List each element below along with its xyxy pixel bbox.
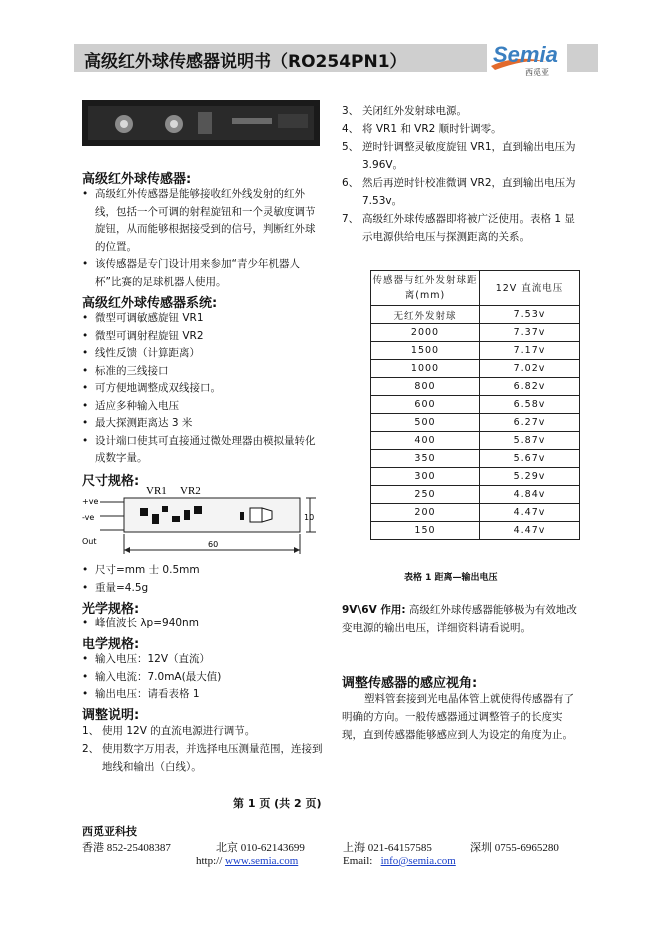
size-heading: 尺寸规格: — [82, 474, 140, 489]
system-heading: 高级红外球传感器系统: — [82, 296, 218, 311]
angle-heading: 调整传感器的感应视角: — [342, 676, 478, 691]
footer-shenzhen: 深圳 0755-6965280 — [470, 842, 559, 854]
vr1-label: VR1 — [146, 485, 167, 497]
pin-negative-label: -ve — [82, 513, 95, 522]
website-link[interactable]: www.semia.com — [225, 855, 299, 867]
voltage-cell: 7.37v — [480, 324, 580, 342]
distance-cell: 150 — [371, 522, 480, 540]
column-header: 传感器与红外发射球距离(mm) — [371, 271, 480, 306]
list-item: • 设计端口使其可直接通过微处理器由模拟量转化成数字量。 — [82, 433, 324, 468]
list-item: 3、 关闭红外发射球电源。 — [342, 105, 467, 117]
distance-cell: 600 — [371, 396, 480, 414]
list-item: • 可方便地调整成双线接口。 — [82, 380, 324, 398]
distance-cell: 无红外发射球 — [371, 306, 480, 324]
list-item: • 标准的三线接口 — [82, 363, 324, 381]
list-item: • 最大探测距离达 3 米 — [82, 415, 324, 433]
angle-paragraph: 塑料管套接到光电晶体管上就使得传感器有了明确的方向。一般传感器通过调整管子的长度实现，直到传感器能够感应到人为设定的角度为止。 — [342, 693, 574, 741]
optical-heading: 光学规格: — [82, 602, 140, 617]
system-list — [82, 310, 324, 468]
voltage-cell: 4.47v — [480, 522, 580, 540]
footer-website-row — [196, 855, 298, 867]
table-row — [371, 360, 580, 378]
list-item: • 输出电压：请看表格 1 — [82, 686, 324, 704]
voltage-cell: 4.84v — [480, 486, 580, 504]
logo-wordmark: Semia — [493, 42, 558, 67]
table-row — [371, 486, 580, 504]
table-row — [371, 306, 580, 324]
vr2-label: VR2 — [180, 485, 201, 497]
voltage-cell: 5.29v — [480, 468, 580, 486]
vv-paragraph — [342, 601, 582, 637]
list-item: 2、 使用数字万用表，并选择电压测量范围，连接到地线和输出（白线）。 — [82, 743, 323, 773]
footer-email-row — [343, 855, 456, 867]
vv-text: 高级红外球传感器能够极为有效地改变电源的输出电压，详细资料请看说明。 — [342, 604, 577, 634]
list-item: 6、 然后再逆时针校准微调 VR2，直到输出电压为 7.53v。 — [342, 177, 576, 207]
adjust-heading: 调整说明: — [82, 708, 140, 723]
intro-list — [82, 186, 324, 291]
distance-cell: 800 — [371, 378, 480, 396]
table-row — [371, 450, 580, 468]
footer-beijing: 北京 010-62143699 — [216, 842, 305, 854]
table-row — [371, 378, 580, 396]
distance-cell: 400 — [371, 432, 480, 450]
list-item: • 微型可调射程旋钮 VR2 — [82, 328, 324, 346]
list-item: 4、 将 VR1 和 VR2 顺时针调零。 — [342, 123, 502, 135]
table-row — [371, 396, 580, 414]
table-row — [371, 504, 580, 522]
list-item: • 输入电压：12V（直流） — [82, 651, 324, 669]
footer-hongkong: 香港 852-25408387 — [82, 842, 171, 854]
voltage-cell: 7.53v — [480, 306, 580, 324]
steps-list — [342, 102, 584, 246]
http-label: http:// — [196, 855, 223, 867]
voltage-cell: 5.87v — [480, 432, 580, 450]
distance-cell: 350 — [371, 450, 480, 468]
table-row — [371, 468, 580, 486]
list-item: 5、 逆时针调整灵敏度旋钮 VR1，直到输出电压为 3.96V。 — [342, 141, 576, 171]
distance-cell: 2000 — [371, 324, 480, 342]
sensor-board-image — [82, 100, 320, 146]
table-row — [371, 342, 580, 360]
voltage-cell: 5.67v — [480, 450, 580, 468]
pin-positive-label: +ve — [82, 497, 99, 506]
list-item: 1、 使用 12V 的直流电源进行调节。 — [82, 725, 256, 737]
column-header: 12V 直流电压 — [480, 271, 580, 306]
distance-voltage-table — [370, 270, 580, 540]
distance-cell: 300 — [371, 468, 480, 486]
logo-subtitle: 西觅亚 — [525, 68, 549, 77]
table-row — [371, 522, 580, 540]
document-title: 高级红外球传感器说明书（RO254PN1） — [84, 52, 407, 72]
table-header-row — [371, 271, 580, 306]
length-dimension-label: 60 — [208, 540, 219, 549]
electrical-list — [82, 651, 324, 704]
table-row — [371, 414, 580, 432]
distance-cell: 200 — [371, 504, 480, 522]
footer-company: 西觅亚科技 — [82, 825, 137, 838]
voltage-cell: 6.27v — [480, 414, 580, 432]
list-item: • 高级红外传感器是能够接收红外线发射的红外线，包括一个可调的射程旋钮和一个灵敏度调节旋钮，从而能够根据接受到的信号，判断红外球的位置。 — [82, 186, 324, 256]
list-item: • 线性反馈（计算距离） — [82, 345, 324, 363]
list-item: • 微型可调敏感旋钮 VR1 — [82, 310, 324, 328]
footer-shanghai: 上海 021-64157585 — [343, 842, 432, 854]
list-item: • 适应多种输入电压 — [82, 398, 324, 416]
voltage-cell: 4.47v — [480, 504, 580, 522]
email-link[interactable]: info@semia.com — [380, 855, 456, 867]
electrical-heading: 电学规格: — [82, 637, 140, 652]
table-row — [371, 324, 580, 342]
list-item: • 重量=4.5g — [82, 580, 324, 598]
height-dimension-label: 10 — [304, 513, 315, 522]
pcb-outline-drawing — [80, 484, 324, 558]
size-list — [82, 562, 324, 597]
sensor-photo — [82, 100, 320, 146]
distance-cell: 250 — [371, 486, 480, 504]
list-item: • 尺寸=mm 士 0.5mm — [82, 562, 324, 580]
voltage-cell: 6.82v — [480, 378, 580, 396]
pin-output-label: Out — [82, 537, 97, 546]
list-item: • 峰值波长 λp=940nm — [82, 615, 324, 633]
semia-logo — [487, 40, 567, 82]
list-item: 7、 高级红外球传感器即将被广泛使用。表格 1 显示电源供给电压与探测距离的关系。 — [342, 213, 575, 243]
dimension-diagram — [80, 484, 324, 558]
distance-cell: 1000 — [371, 360, 480, 378]
email-label: Email: — [343, 855, 373, 867]
voltage-cell: 6.58v — [480, 396, 580, 414]
voltage-cell: 7.02v — [480, 360, 580, 378]
distance-cell: 500 — [371, 414, 480, 432]
optical-list — [82, 615, 324, 633]
intro-heading: 高级红外球传感器: — [82, 172, 192, 187]
table-caption: 表格 1 距离—输出电压 — [404, 573, 498, 583]
page-number: 第 1 页 (共 2 页) — [233, 797, 322, 810]
table-body — [371, 306, 580, 540]
list-item: • 该传感器是专门设计用来参加“青少年机器人杯”比赛的足球机器人使用。 — [82, 256, 324, 291]
voltage-cell: 7.17v — [480, 342, 580, 360]
table-row — [371, 432, 580, 450]
distance-cell: 1500 — [371, 342, 480, 360]
adjust-list — [82, 722, 324, 776]
list-item: • 输入电流：7.0mA(最大值) — [82, 669, 324, 687]
vv-label: 9V\6V 作用: — [342, 604, 406, 616]
